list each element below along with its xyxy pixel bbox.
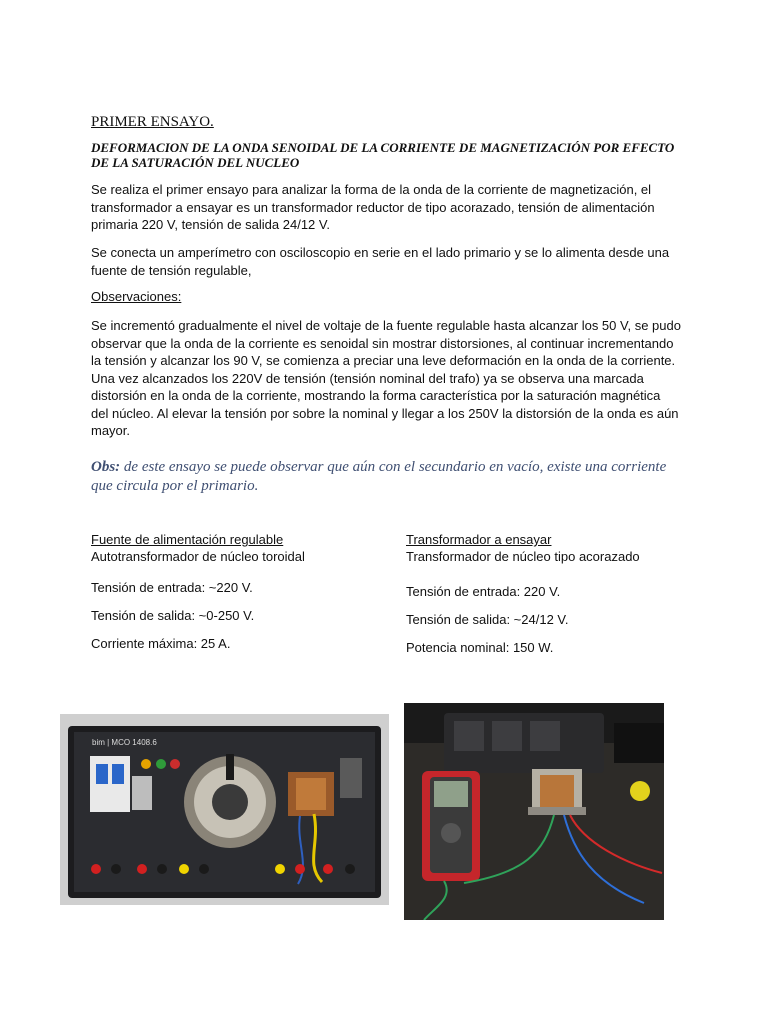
- power-source-max-current: Corriente máxima: 25 A.: [91, 636, 231, 651]
- power-source-photo: [60, 714, 389, 905]
- observations-heading: Observaciones:: [91, 289, 182, 304]
- transformer-input-voltage: Tensión de entrada: 220 V.: [406, 584, 561, 599]
- observation-note-text: de este ensayo se puede observar que aún con el secundario en vacío, existe una corriente que circula por el primario.: [91, 459, 667, 494]
- experiment-subtitle: DEFORMACION DE LA ONDA SENOIDAL DE LA CORRIENTE DE MAGNETIZACIÓN POR EFECTO DE LA SATURACIÓN DEL NUCLEO: [91, 140, 675, 170]
- observation-note-label: Obs:: [91, 459, 121, 475]
- observations-body: [91, 317, 681, 440]
- power-source-specs: [91, 531, 391, 671]
- observation-note: [91, 458, 691, 496]
- section-title: PRIMER ENSAYO.: [91, 114, 214, 130]
- transformer-specs: [406, 531, 706, 671]
- observations-paragraph-1: Se incrementó gradualmente el nivel de voltaje de la fuente regulable hasta alcanzar los 50 V, se pudo observar que la onda de la corriente es senoidal sin mostrar distorsiones, al continuar incrementando la tensión y alcanzar los 90 V, se comienza a preciar una leve deformación en la onda de la corriente.: [91, 318, 681, 368]
- transformer-output-voltage: Tensión de salida: ~24/12 V.: [406, 612, 569, 627]
- transformer-heading: Transformador a ensayar: [406, 532, 552, 547]
- transformer-photo: [404, 703, 664, 920]
- power-source-output-voltage: Tensión de salida: ~0-250 V.: [91, 608, 255, 623]
- paragraph-connection: Se conecta un amperímetro con osciloscopio en serie en el lado primario y se lo alimenta desde una fuente de tensión regulable,: [91, 245, 670, 278]
- observations-paragraph-2: Una vez alcanzados los 220V de tensión (tensión nominal del trafo) ya se observa una marcada distorsión en la onda de la corriente, mostrando la forma característica por la saturación magnética del núcleo. Al elevar la tensión por sobre la nominal y llegar a los 250V la distorsión de la onda es aún mayor.: [91, 370, 679, 438]
- power-source-heading: Fuente de alimentación regulable: [91, 532, 284, 547]
- transformer-nominal-power: Potencia nominal: 150 W.: [406, 640, 554, 655]
- device-brand-label: bim | MCO 1408.6: [92, 738, 157, 747]
- power-source-input-voltage: Tensión de entrada: ~220 V.: [91, 580, 253, 595]
- power-source-type: Autotransformador de núcleo toroidal: [91, 549, 305, 564]
- paragraph-intro: Se realiza el primer ensayo para analizar la forma de la onda de la corriente de magnetización, el transformador a ensayar es un transformador reductor de tipo acorazado, tensión de alimentación primaria 220 V, tensión de salida 24/12 V.: [91, 182, 655, 232]
- transformer-type: Transformador de núcleo tipo acorazado: [406, 549, 640, 564]
